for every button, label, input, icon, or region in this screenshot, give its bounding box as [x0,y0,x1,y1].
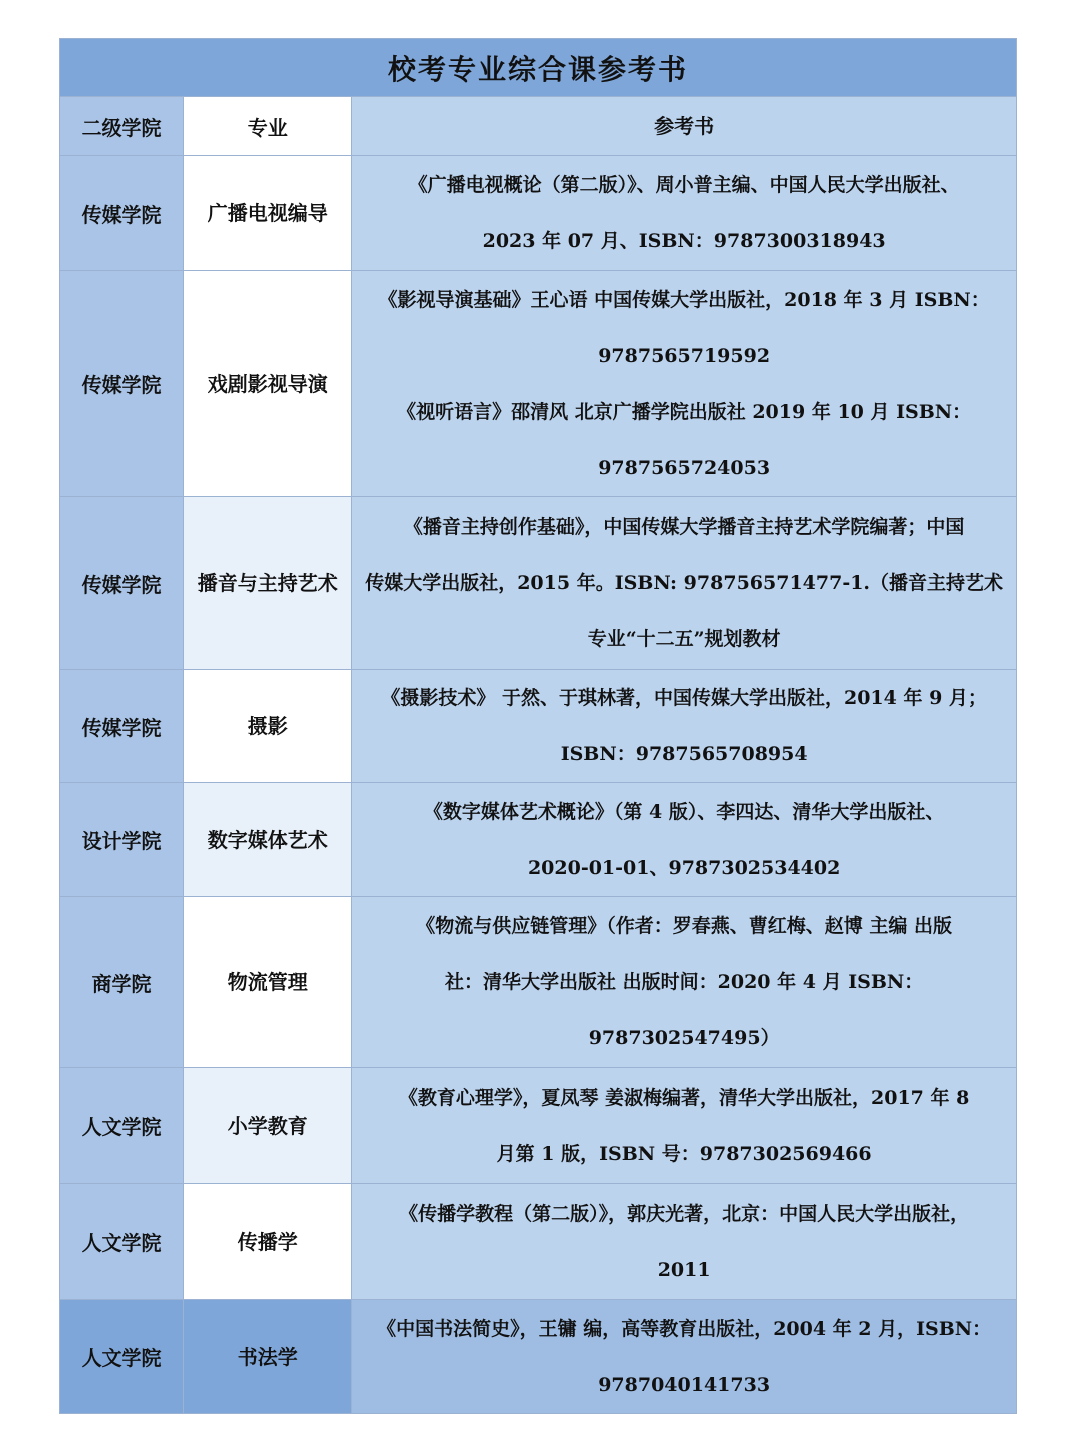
major-cell: 广播电视编导 [184,156,352,271]
book-line: 《影视导演基础》王心语 中国传媒大学出版社，2018 年 3 月 ISBN： [378,288,990,311]
table-row [60,497,1017,670]
book-line: 9787565724053 [598,456,771,479]
header-books: 参考书 [352,97,1017,156]
table-body [60,156,1017,1414]
college-cell: 人文学院 [60,1300,184,1414]
books-cell [352,1068,1017,1184]
major-cell: 播音与主持艺术 [184,497,352,670]
book-line: 9787040141733 [598,1373,771,1396]
table-row [60,670,1017,783]
table-row [60,1300,1017,1414]
book-line: 社：清华大学出版社 出版时间：2020 年 4 月 ISBN： [445,971,924,993]
books-cell [352,497,1017,670]
college-cell: 传媒学院 [60,497,184,670]
header-row [60,97,1017,156]
books-cell [352,897,1017,1068]
book-line: 《教育心理学》，夏凤琴 姜淑梅编著，清华大学出版社，2017 年 8 [398,1086,970,1109]
book-line: 《广播电视概论（第二版）》、周小普主编、中国人民大学出版社、 [408,174,960,196]
major-cell: 戏剧影视导演 [184,271,352,497]
book-line: 《视听语言》邵清风 北京广播学院出版社 2019 年 10 月 ISBN： [397,400,972,423]
book-line: 《摄影技术》 于然、于琪林著，中国传媒大学出版社，2014 年 9 月； [381,687,987,709]
book-line: 2020-01-01、9787302534402 [527,856,841,879]
book-line: 2011 [657,1258,711,1281]
table-row [60,897,1017,1068]
table-row [60,156,1017,271]
books-cell [352,156,1017,271]
books-cell [352,1184,1017,1300]
book-line: 《数字媒体艺术概论》（第 4 版）、李四达、清华大学出版社、 [423,800,945,823]
table-row [60,783,1017,897]
college-cell: 传媒学院 [60,156,184,271]
college-cell: 人文学院 [60,1068,184,1184]
book-line: 传媒大学出版社，2015 年。ISBN: 978756571477-1.（播音主持艺术 [365,572,1004,594]
major-cell: 传播学 [184,1184,352,1300]
major-cell: 书法学 [184,1300,352,1414]
table-row [60,1184,1017,1300]
books-cell [352,670,1017,783]
books-cell [352,271,1017,497]
book-line: 《中国书法简史》，王镛 编，高等教育出版社，2004 年 2 月，ISBN： [377,1317,992,1340]
book-line: 9787302547495） [588,1027,780,1049]
books-cell [352,1300,1017,1414]
book-line: 2023 年 07 月、ISBN：9787300318943 [482,230,886,252]
header-college: 二级学院 [60,97,184,156]
major-cell: 数字媒体艺术 [184,783,352,897]
book-line: 9787565719592 [598,344,771,367]
major-cell: 摄影 [184,670,352,783]
college-cell: 商学院 [60,897,184,1068]
book-line: 月第 1 版，ISBN 号：9787302569466 [496,1142,872,1165]
reference-book-table [59,38,1017,1414]
book-line: 《播音主持创作基础》，中国传媒大学播音主持艺术学院编著；中国 [403,516,965,538]
major-cell: 物流管理 [184,897,352,1068]
book-line: ISBN：9787565708954 [560,743,808,765]
college-cell: 设计学院 [60,783,184,897]
book-line: 专业“十二五”规划教材 [587,628,781,650]
book-line: 《传播学教程（第二版）》，郭庆光著，北京：中国人民大学出版社， [399,1202,970,1225]
header-major: 专业 [184,97,352,156]
college-cell: 传媒学院 [60,271,184,497]
book-line: 《物流与供应链管理》（作者：罗春燕、曹红梅、赵博 主编 出版 [416,915,952,937]
table-title: 校考专业综合课参考书 [60,39,1017,97]
college-cell: 传媒学院 [60,670,184,783]
college-cell: 人文学院 [60,1184,184,1300]
table-row [60,1068,1017,1184]
table-row [60,271,1017,497]
books-cell [352,783,1017,897]
major-cell: 小学教育 [184,1068,352,1184]
